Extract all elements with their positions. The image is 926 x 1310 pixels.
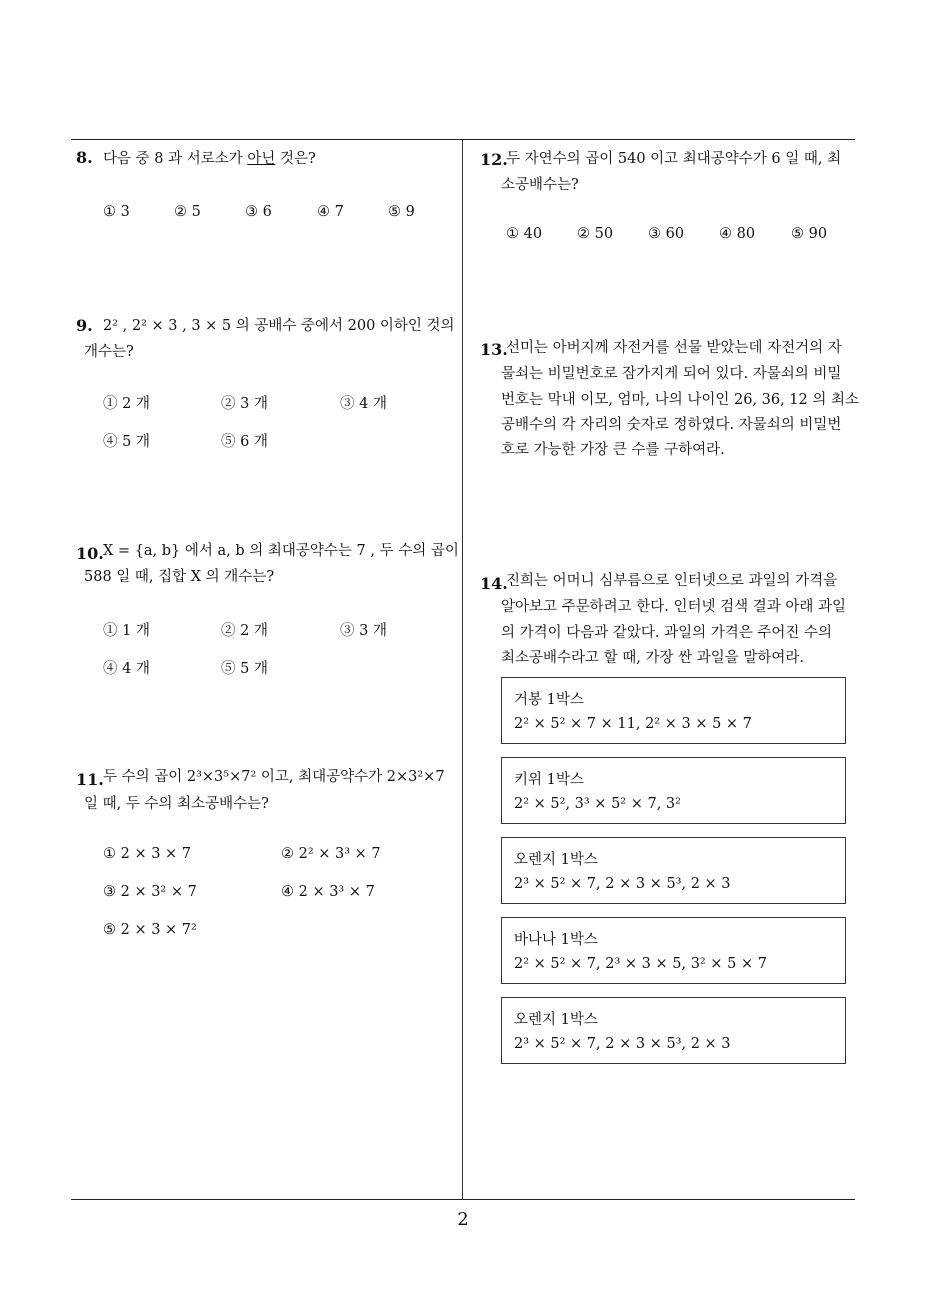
option-2[interactable]: ② 50 — [577, 226, 614, 242]
question-number: 12. — [480, 150, 508, 169]
question-number: 14. — [480, 574, 508, 593]
question-text-line-1: X = {a, b} 에서 a, b 의 최대공약수는 7 , 두 수의 곱이 — [103, 543, 459, 559]
option-1[interactable]: ① 2 개 — [103, 396, 150, 412]
question-text-line-2: 물쇠는 비밀번호로 잠가지게 되어 있다. 자물쇠의 비밀 — [501, 366, 842, 382]
question-text-line-4: 공배수의 각 자리의 숫자로 정하였다. 자물쇠의 비밀번 — [501, 417, 842, 433]
question-text-line-4: 최소공배수라고 할 때, 가장 싼 과일을 말하여라. — [501, 650, 805, 666]
question-number: 9. — [76, 316, 93, 335]
option-2[interactable]: ② 2 개 — [221, 623, 268, 639]
option-1[interactable]: ① 40 — [506, 226, 543, 242]
question-text-line-2: 588 일 때, 집합 X 의 개수는? — [84, 569, 275, 585]
question-text-line-2: 알아보고 주문하려고 한다. 인터넷 검색 결과 아래 과일 — [501, 599, 847, 615]
question-text: 다음 중 8 과 서로소가 아닌 것은? — [103, 151, 316, 167]
fruit-box-orange-2 — [501, 997, 846, 1064]
fruit-title: 거봉 1박스 — [514, 692, 584, 708]
option-3[interactable]: ③ 2 × 3² × 7 — [103, 884, 197, 900]
fruit-box-grape — [501, 677, 846, 744]
question-text-line-1: 2² , 2² × 3 , 3 × 5 의 공배수 중에서 200 이하인 것의 — [103, 318, 455, 334]
question-text-line-1: 선미는 아버지께 자전거를 선물 받았는데 자전거의 자 — [506, 340, 842, 356]
option-4[interactable]: ④ 5 개 — [103, 434, 150, 450]
question-text-line-1: 진희는 어머니 심부름으로 인터넷으로 과일의 가격을 — [506, 573, 838, 589]
option-4[interactable]: ④ 2 × 3³ × 7 — [281, 884, 375, 900]
question-number: 8. — [76, 148, 93, 167]
question-text-line-3: 번호는 막내 이모, 엄마, 나의 나이인 26, 36, 12 의 최소 — [501, 392, 859, 408]
column-divider — [462, 140, 463, 1200]
option-3[interactable]: ③ 6 — [245, 204, 272, 220]
fruit-expression: 2³ × 5² × 7, 2 × 3 × 5³, 2 × 3 — [514, 1036, 731, 1052]
option-1[interactable]: ① 2 × 3 × 7 — [103, 846, 192, 862]
question-number: 11. — [76, 770, 104, 789]
option-2[interactable]: ② 3 개 — [221, 396, 268, 412]
question-text-line-3: 의 가격이 다음과 같았다. 과일의 가격은 주어진 수의 — [501, 625, 833, 641]
option-5[interactable]: ⑤ 5 개 — [221, 661, 268, 677]
question-text-line-2: 개수는? — [84, 344, 134, 360]
option-4[interactable]: ④ 7 — [317, 204, 344, 220]
option-5[interactable]: ⑤ 90 — [791, 226, 828, 242]
fruit-title: 키위 1박스 — [514, 772, 584, 788]
option-5[interactable]: ⑤ 9 — [388, 204, 415, 220]
fruit-expression: 2² × 5² × 7, 2³ × 3 × 5, 3² × 5 × 7 — [514, 956, 767, 972]
question-text-line-5: 호로 가능한 가장 큰 수를 구하여라. — [501, 442, 725, 458]
option-3[interactable]: ③ 60 — [648, 226, 685, 242]
fruit-box-banana — [501, 917, 846, 984]
page-number: 2 — [457, 1209, 469, 1230]
fruit-expression: 2² × 5² × 7 × 11, 2² × 3 × 5 × 7 — [514, 716, 752, 732]
fruit-expression: 2² × 5², 3³ × 5² × 7, 3² — [514, 796, 681, 812]
option-1[interactable]: ① 1 개 — [103, 623, 150, 639]
option-1[interactable]: ① 3 — [103, 204, 130, 220]
fruit-box-orange — [501, 837, 846, 904]
question-text-line-1: 두 자연수의 곱이 540 이고 최대공약수가 6 일 때, 최 — [506, 151, 842, 167]
bottom-rule — [71, 1199, 855, 1200]
question-text-line-1: 두 수의 곱이 2³×3⁵×7² 이고, 최대공약수가 2×3²×7 — [103, 769, 445, 785]
option-2[interactable]: ② 5 — [174, 204, 201, 220]
question-number: 13. — [480, 340, 508, 359]
fruit-title: 오렌지 1박스 — [514, 1012, 598, 1028]
top-rule — [71, 139, 855, 140]
question-number: 10. — [76, 544, 104, 563]
fruit-title: 바나나 1박스 — [514, 932, 598, 948]
option-2[interactable]: ② 2² × 3³ × 7 — [281, 846, 381, 862]
option-4[interactable]: ④ 4 개 — [103, 661, 150, 677]
option-3[interactable]: ③ 4 개 — [340, 396, 387, 412]
question-text-line-2: 소공배수는? — [501, 177, 579, 193]
fruit-box-kiwi — [501, 757, 846, 824]
option-5[interactable]: ⑤ 6 개 — [221, 434, 268, 450]
option-5[interactable]: ⑤ 2 × 3 × 7² — [103, 922, 197, 938]
fruit-expression: 2³ × 5² × 7, 2 × 3 × 5³, 2 × 3 — [514, 876, 731, 892]
option-3[interactable]: ③ 3 개 — [340, 623, 387, 639]
question-text-line-2: 일 때, 두 수의 최소공배수는? — [84, 796, 269, 812]
option-4[interactable]: ④ 80 — [719, 226, 756, 242]
fruit-title: 오렌지 1박스 — [514, 852, 598, 868]
